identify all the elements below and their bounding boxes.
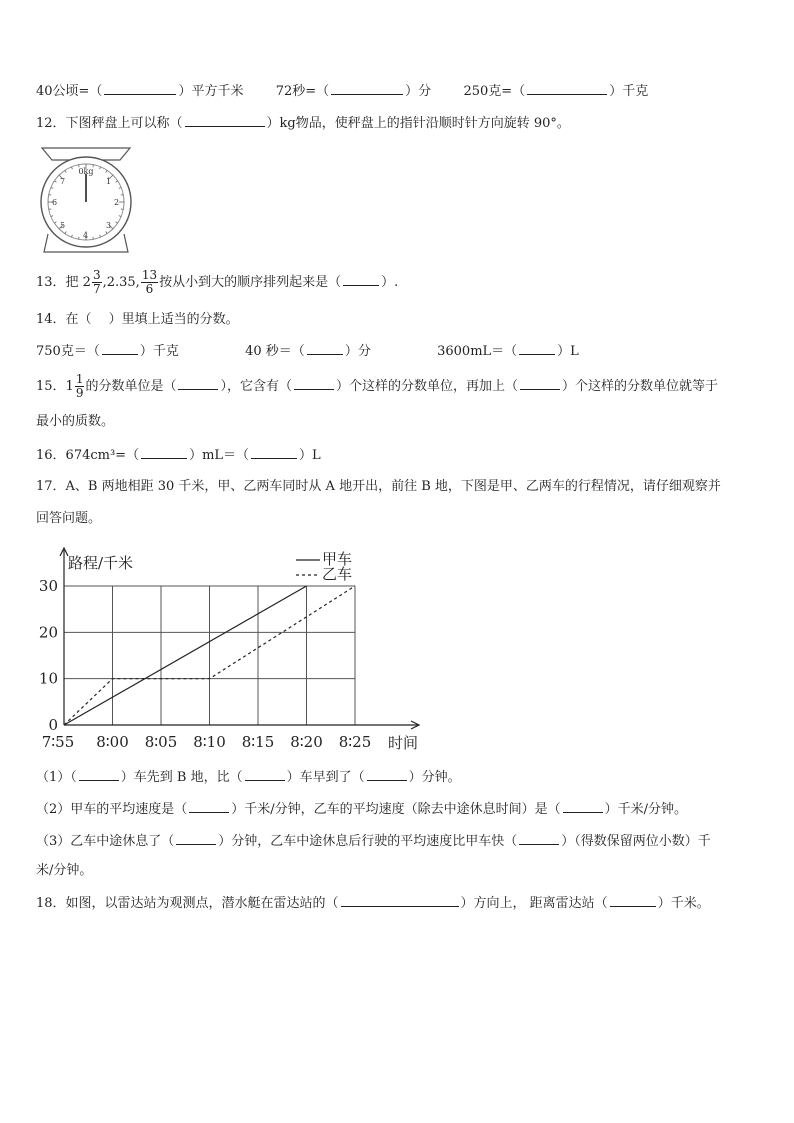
q14-b-text: 40 秒＝（ — [245, 344, 305, 359]
q16-mid: ）mL＝（ — [189, 448, 250, 463]
scale-num-1: 1 — [106, 177, 112, 186]
q17-p3-blank-1[interactable] — [176, 832, 216, 845]
scale-num-5: 5 — [60, 221, 66, 230]
q13-f1-den: 7 — [92, 282, 101, 296]
q13-pre: 13．把 2 — [36, 275, 91, 290]
x-tick-label: 8∶10 — [193, 733, 226, 751]
q14-a-blank[interactable] — [102, 342, 138, 355]
q18-line — [36, 894, 710, 913]
q11-a-text: 40公顷=（ — [36, 84, 103, 99]
q15-fraction — [75, 373, 85, 400]
q18-end: ）千米。 — [657, 896, 710, 911]
q16-pre: 16．674cm³=（ — [36, 448, 140, 463]
q14-c-text: 3600mL＝（ — [437, 344, 518, 359]
q15-pre: 15．1 — [36, 379, 74, 394]
q17-p1-c: ）车早到了（ — [286, 770, 365, 785]
q13-fraction-2 — [141, 269, 158, 296]
y-tick-label: 20 — [38, 623, 58, 642]
q17-p1-blank-1[interactable] — [79, 768, 119, 781]
q17-p3-b: ）分钟，乙车中途休息后行驶的平均速度比甲车快（ — [218, 834, 518, 849]
q14-b-blank[interactable] — [307, 342, 343, 355]
chart-axes — [60, 548, 419, 729]
q11-c-end: ）千克 — [609, 84, 649, 99]
y-tick-label: 30 — [38, 577, 58, 595]
q16-line — [36, 446, 321, 465]
q17-p3-a: （3）乙车中途休息了（ — [36, 834, 175, 849]
q18-blank-1[interactable] — [341, 894, 459, 907]
legend-label-yi: 乙车 — [322, 565, 353, 583]
x-tick-label: 8∶25 — [338, 733, 372, 751]
travel-chart — [30, 542, 430, 754]
q12-blank[interactable] — [185, 114, 265, 127]
q15-blank-1[interactable] — [178, 377, 218, 390]
q15-text4: ）个这样的分数单位就等于 — [562, 379, 719, 394]
q11-a-end: ）平方千米 — [178, 84, 244, 99]
scale-figure — [38, 144, 134, 256]
q12-pre: 12．下图秤盘上可以称（ — [36, 116, 183, 131]
q14-a-end: ）千克 — [139, 344, 179, 359]
chart-grid — [64, 586, 355, 725]
q11-b-blank[interactable] — [331, 82, 403, 95]
chart-x-label: 时间 — [388, 734, 419, 752]
q17-p3-c: ）（得数保留两位小数）千 — [561, 834, 711, 849]
q14-b-end: ）分 — [344, 344, 371, 359]
q14-c-end: ）L — [557, 344, 579, 359]
q14-answers — [36, 342, 579, 361]
x-tick-label: 7∶55 — [41, 733, 75, 751]
q13-blank[interactable] — [343, 273, 379, 286]
q17-p2-a: （2）甲车的平均速度是（ — [36, 802, 188, 817]
q17-p2-blank-2[interactable] — [563, 800, 603, 813]
scale-num-2: 2 — [114, 198, 120, 207]
q18-pre: 18．如图，以雷达站为观测点，潜水艇在雷达站的（ — [36, 896, 339, 911]
q14-title: 14．在（ ）里填上适当的分数。 — [36, 312, 239, 327]
x-tick-label: 8∶20 — [290, 733, 323, 751]
scale-zero-label: 0kg — [78, 167, 94, 176]
q15-line — [36, 370, 718, 404]
q15-num: 1 — [75, 372, 84, 386]
q14-a-text: 750克＝（ — [36, 344, 100, 359]
q16-blank-2[interactable] — [251, 446, 297, 459]
q17-p3-blank-2[interactable] — [519, 832, 559, 845]
q15-text2: ），它含有（ — [220, 379, 292, 394]
q13-f2-den: 6 — [145, 282, 154, 296]
q15-den: 9 — [75, 386, 84, 400]
q18-blank-2[interactable] — [610, 894, 656, 907]
q17-p1 — [36, 768, 461, 787]
q14-c-blank[interactable] — [519, 342, 555, 355]
q15-text1: 的分数单位是（ — [85, 379, 177, 394]
q17-line2: 回答问题。 — [36, 511, 102, 526]
chart-y-label: 路程/千米 — [68, 554, 134, 572]
q12-post: ）kg物品，使秤盘上的指针沿顺时针方向旋转 90°。 — [266, 116, 570, 131]
scale-num-3: 3 — [106, 221, 112, 230]
q17-line1: 17．A、B 两地相距 30 千米，甲、乙两车同时从 A 地开出，前往 B 地，下图是甲、乙两车的行程情况，请仔细观察并 — [36, 479, 721, 494]
legend-label-jia: 甲车 — [322, 550, 353, 568]
q12-line — [36, 114, 570, 133]
q11-c-blank[interactable] — [527, 82, 607, 95]
q13-end: ）. — [381, 275, 399, 290]
q13-f1-num: 3 — [92, 268, 101, 282]
q16-end: ）L — [299, 448, 321, 463]
q13-line — [36, 266, 398, 300]
q13-mid: ,2.35, — [102, 275, 140, 290]
q15-line2: 最小的质数。 — [36, 414, 115, 429]
q13-f2-num: 13 — [141, 268, 158, 282]
q11-c-text: 250克=（ — [463, 84, 526, 99]
q17-p1-blank-2[interactable] — [245, 768, 285, 781]
q13-fraction-1 — [92, 269, 102, 296]
q17-p2-blank-1[interactable] — [189, 800, 229, 813]
scale-num-7: 7 — [60, 177, 66, 186]
x-tick-label: 8∶00 — [96, 733, 129, 751]
series-line-jia — [64, 586, 307, 725]
x-tick-label: 8∶05 — [144, 733, 178, 751]
q15-text3: ）个这样的分数单位，再加上（ — [336, 379, 519, 394]
q17-p1-blank-3[interactable] — [367, 768, 407, 781]
q15-blank-3[interactable] — [520, 377, 560, 390]
scale-num-6: 6 — [52, 198, 58, 207]
q17-p3 — [36, 832, 711, 851]
x-tick-label: 8∶15 — [241, 733, 275, 751]
q11-b-text: 72秒=（ — [275, 84, 330, 99]
q18-mid: ）方向上， 距离雷达站（ — [460, 896, 608, 911]
q11-line — [36, 82, 648, 101]
q15-blank-2[interactable] — [294, 377, 334, 390]
q17-p1-a: （1）（ — [36, 770, 77, 785]
q16-blank-1[interactable] — [141, 446, 187, 459]
y-tick-label: 10 — [38, 669, 58, 688]
q17-p3-line2: 米/分钟。 — [36, 863, 93, 878]
q17-p2-c: ）千米/分钟。 — [604, 802, 688, 817]
q17-p2-b: ）千米/分钟，乙车的平均速度（除去中途休息时间）是（ — [231, 802, 561, 817]
y-tick-label: 0 — [48, 716, 58, 734]
scale-num-4: 4 — [83, 231, 89, 240]
q11-b-end: ）分 — [405, 84, 432, 99]
q17-p1-b: ）车先到 B 地，比（ — [120, 770, 243, 785]
q17-p1-d: ）分钟。 — [408, 770, 461, 785]
q11-a-blank[interactable] — [104, 82, 176, 95]
q17-p2 — [36, 800, 687, 819]
q13-post: 按从小到大的顺序排列起来是（ — [159, 275, 342, 290]
